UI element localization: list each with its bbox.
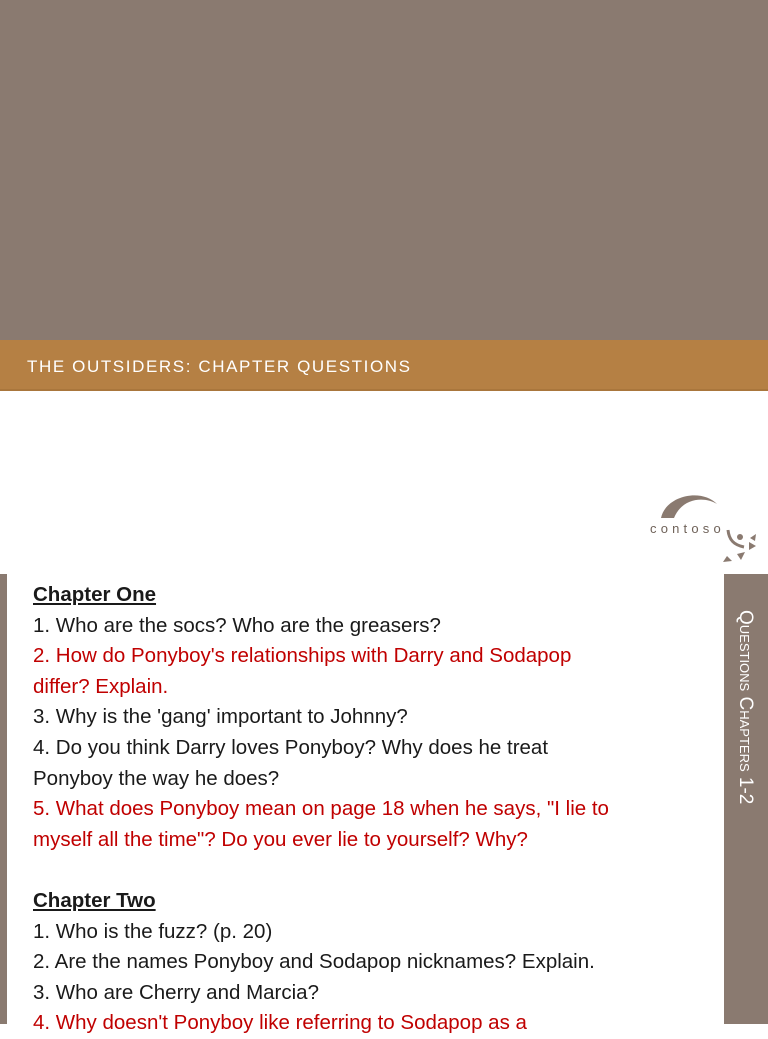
chapter-one-heading: Chapter One: [33, 583, 157, 606]
questions-body: [33, 580, 713, 1039]
slide-title: THE OUTSIDERS: CHAPTER QUESTIONS: [27, 357, 412, 376]
chapter-one-question-line: 4. Do you think Darry loves Ponyboy? Why does he treat: [33, 735, 549, 759]
left-accent-bar: [0, 574, 7, 1024]
chapter-one-question-line: 2. How do Ponyboy's relationships with Darry and Sodapop: [33, 644, 572, 668]
chapter-one-questions: [33, 611, 713, 856]
chapter-one-question-line: 1. Who are the socs? Who are the greasers?: [33, 613, 441, 637]
section-gap: [33, 855, 713, 886]
chapter-two-question-line: 4. Why doesn't Ponyboy like referring to Sodapop as a: [33, 1011, 527, 1035]
chapter-one-question-line: myself all the time"? Do you ever lie to yourself? Why?: [33, 827, 528, 851]
chapter-two-question-line: 2. Are the names Ponyboy and Sodapop nicknames? Explain.: [33, 950, 595, 974]
chapter-two-heading: Chapter Two: [33, 888, 156, 912]
side-tab-label: Questions Chapters 1-2: [735, 610, 756, 805]
chapter-two-question-line: 3. Who are Cherry and Marcia?: [33, 980, 319, 1004]
slide-one-background: [0, 0, 768, 340]
chapter-one-question-line: 5. What does Ponyboy mean on page 18 when he says, "I lie to: [33, 797, 609, 821]
chapter-one-question-line: Ponyboy the way he does?: [33, 766, 280, 790]
logo-wordmark: contoso: [650, 521, 725, 536]
chapter-two-question-line: 1. Who is the fuzz? (p. 20): [33, 919, 273, 943]
chapter-one-question-line: 3. Why is the 'gang' important to Johnny?: [33, 705, 408, 729]
chapter-one-question-line: differ? Explain.: [33, 674, 169, 698]
chapter-two-questions: [33, 917, 713, 1039]
